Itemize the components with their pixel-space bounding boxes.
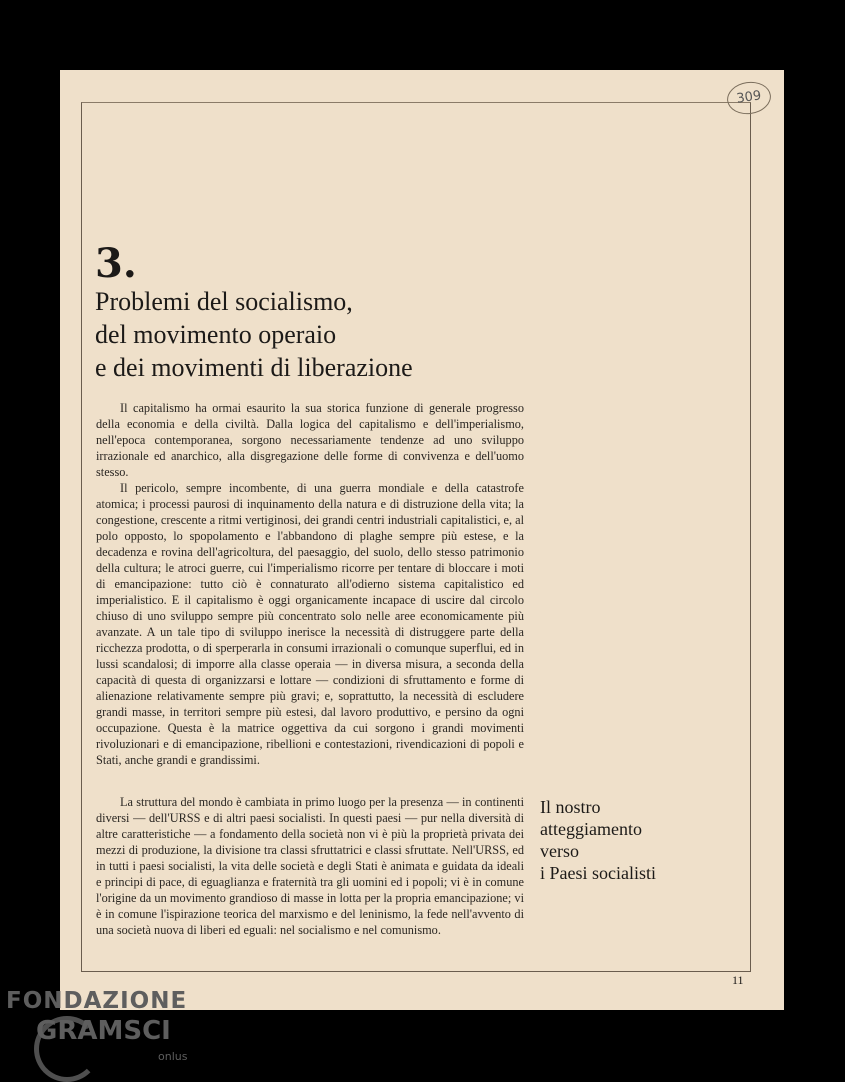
- chapter-title-line: Problemi del socialismo,: [95, 287, 353, 316]
- side-heading: [540, 796, 740, 884]
- chapter-title-line: del movimento operaio: [95, 320, 337, 349]
- paragraph: Il capitalismo ha ormai esaurito la sua storica funzione di generale progresso della economia e della civiltà. Dalla logica del capitalismo e dell'imperialismo, nell'epoca contemporanea, sorgono necessariamente tendenze ad uno sviluppo irrazionale ed anarchico, alla disgregazione delle forme di convivenza e dell'uomo stesso.: [96, 401, 524, 479]
- body-text-section-2: [96, 794, 524, 938]
- fondazione-gramsci-watermark: [6, 988, 206, 1080]
- page-number: 11: [732, 973, 744, 987]
- chapter-title: [95, 285, 535, 384]
- side-heading-line: Il nostro: [540, 797, 601, 817]
- document-page: [60, 70, 784, 1010]
- watermark-line-2: GRAMSCI: [36, 1016, 171, 1046]
- side-heading-line: atteggiamento: [540, 819, 642, 839]
- paragraph: Il pericolo, sempre incombente, di una guerra mondiale e della catastrofe atomica; i processi paurosi di inquinamento della natura e di distruzione della vita; la congestione, crescente a ritmi vertiginosi, dei grandi centri industriali capitalistici, e, al polo opposto, lo spopolamento e l'abbandono di plaghe sempre più estese, e la decadenza e rovina dell'agricoltura, del paesaggio, del suolo, dello stesso patrimonio della cultura; le atroci guerre, cui l'imperialismo ricorre per tentare di bloccare i moti di emancipazione: tutto ciò è connaturato all'odierno sistema capitalistico ed imperialistico. E il capitalismo è oggi organicamente incapace di uscire dal circolo chiuso di uno sviluppo sempre più concentrato solo nelle aree economicamente più avanzate. A un tale tipo di sviluppo inerisce la necessità di distruggere parte della ricchezza prodotta, o di sperperarla in consumi irrazionali o comunque superflui, ed in lussi scandalosi; di imporre alla classe operaia — in diversa misura, a seconda della capacità di questa di organizzarsi e lottare — condizioni di sfruttamento e forme di alienazione relativamente sempre più gravi; e, soprattutto, la necessità di escludere grandi masse, in territori sempre più estesi, dal lavoro produttivo, e persino da ogni occupazione. Questa è la matrice oggettiva da cui sorgono i grandi movimenti rivoluzionari e di emancipazione, ribellioni e contestazioni, rivendicazioni di popoli e Stati, anche grandi e grandissimi.: [96, 481, 524, 767]
- paragraph: La struttura del mondo è cambiata in primo luogo per la presenza — in continenti diversi — dell'URSS e di altri paesi socialisti. In questi paesi — pur nella diversità di altre caratteristiche — a fondamento della società non vi è più la proprietà privata dei mezzi di produzione, la divisione tra classi sfruttatrici e classi sfruttate. Nell'URSS, ed in tutti i paesi socialisti, la vita delle società e degli Stati è animata e guidata da ideali e principi di pace, di eguaglianza e fraternità tra gli uomini ed i popoli; vi è in comune l'origine da un movimento grandioso di masse in lotta per la propria emancipazione; vi è in comune l'ispirazione teorica del marxismo e del leninismo, la fede nell'avvento di una società nuova di liberi ed eguali: nel socialismo e nel comunismo.: [96, 795, 524, 937]
- body-text-section-1: [96, 400, 524, 768]
- watermark-line-1: FONDAZIONE: [6, 988, 188, 1014]
- chapter-title-line: e dei movimenti di liberazione: [95, 353, 413, 382]
- chapter-number: 3.: [95, 240, 137, 287]
- side-heading-line: verso: [540, 841, 579, 861]
- side-heading-line: i Paesi socialisti: [540, 863, 656, 883]
- archive-number: 309: [725, 79, 773, 117]
- watermark-line-3: onlus: [158, 1050, 188, 1063]
